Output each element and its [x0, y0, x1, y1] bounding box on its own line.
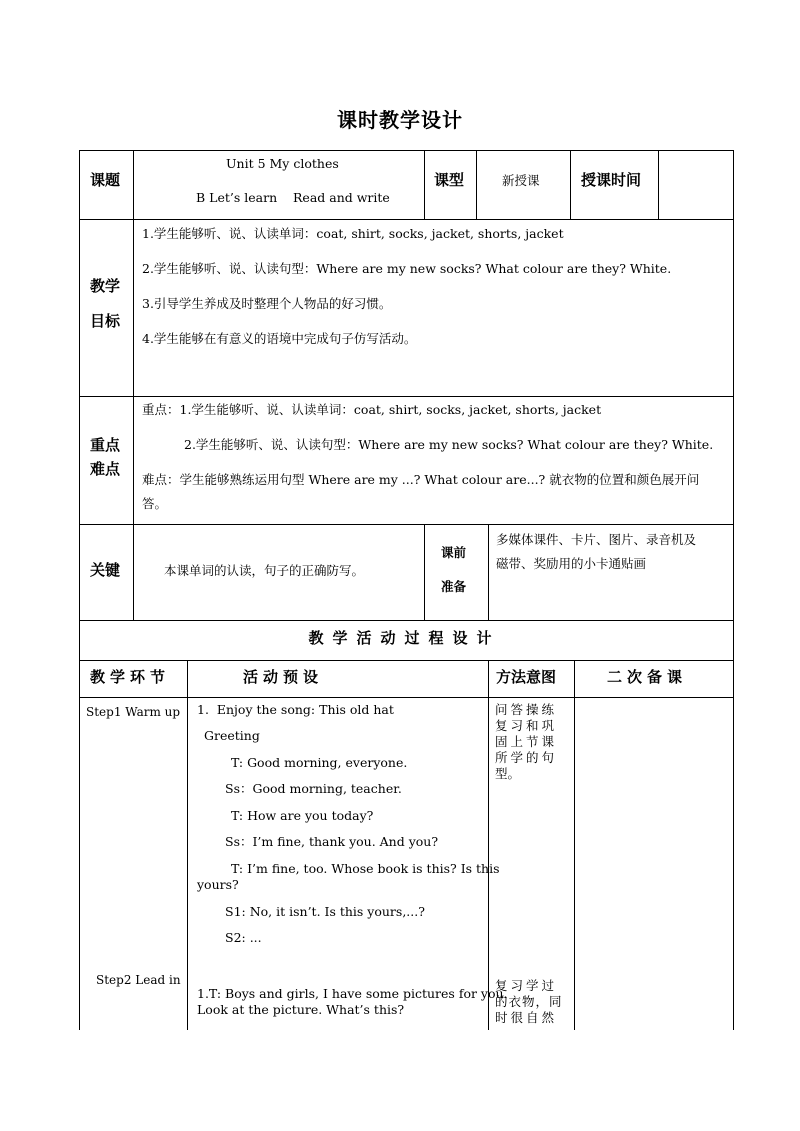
lesson-type-value: 新授课: [502, 173, 540, 188]
activity-line: T: Good morning, everyone.: [231, 755, 408, 770]
topic-line-2: B Let’s learn Read and write: [196, 190, 390, 205]
keypoint-line: 重点：1.学生能够听、说、认读单词：coat, shirt, socks, jacket, shorts, jacket: [142, 402, 602, 417]
difficulty-line: 答。: [142, 496, 168, 511]
method-line: 问答操练: [495, 702, 558, 717]
lesson-type-label: 课型: [434, 171, 465, 189]
lesson-time-label: 授课时间: [581, 171, 642, 189]
method-line: 复习学过: [495, 978, 558, 993]
prep-value-1: 多媒体课件、卡片、图片、录音机及: [496, 532, 697, 547]
objective-item: 2.学生能够听、说、认读句型：Where are my new socks? What colour are they? White.: [142, 261, 672, 276]
objective-item: 1.学生能够听、说、认读单词：coat, shirt, socks, jacket, shorts, jacket: [142, 226, 564, 241]
keypoints-label-2: 难点: [90, 460, 121, 478]
activity-line: yours?: [197, 877, 239, 892]
keypoint-line: 2.学生能够听、说、认读句型：Where are my new socks? What colour are they? White.: [184, 437, 714, 452]
activity-line: S2: ...: [225, 930, 262, 945]
activity-line: 1. Enjoy the song: This old hat: [197, 702, 394, 717]
prep-label-1: 课前: [441, 545, 467, 560]
header-teaching-step: 教学环节: [90, 668, 171, 686]
step-warm-up: Step1 Warm up: [86, 705, 181, 719]
header-activity: 活动预设: [243, 668, 324, 686]
step-lead-in: Step2 Lead in: [96, 973, 181, 987]
topic-label: 课题: [90, 171, 121, 189]
header-method: 方法意图: [496, 668, 557, 686]
method-line: 的衣物，同: [495, 994, 563, 1009]
activity-line: Look at the picture. What’s this?: [197, 1002, 405, 1017]
activity-line: T: How are you today?: [231, 808, 374, 823]
objective-item: 3.引导学生养成及时整理个人物品的好习惯。: [142, 296, 392, 311]
method-line: 复习和巩: [495, 718, 558, 733]
activity-line: Ss：I’m fine, thank you. And you?: [225, 834, 439, 849]
topic-line-1: Unit 5 My clothes: [226, 156, 339, 171]
objective-item: 4.学生能够在有意义的语境中完成句子仿写活动。: [142, 331, 417, 346]
activity-line: 1.T: Boys and girls, I have some pictures for you.: [197, 986, 508, 1001]
method-line: 时很自然: [495, 1010, 558, 1025]
activity-line: S1: No, it isn’t. Is this yours,...?: [225, 904, 425, 919]
objectives-label-1: 教学: [90, 277, 121, 295]
keypoints-label-1: 重点: [90, 436, 121, 454]
header-second-prep: 二次备课: [607, 668, 688, 686]
method-line: 型。: [495, 766, 521, 781]
method-line: 所学的句: [495, 750, 558, 765]
key-value: 本课单词的认读，句子的正确防写。: [164, 563, 365, 578]
prep-value-2: 磁带、奖励用的小卡通贴画: [496, 556, 647, 571]
page-title: 课时教学设计: [337, 108, 463, 132]
activity-line: T: I’m fine, too. Whose book is this? Is this: [231, 861, 500, 876]
key-label: 关键: [90, 561, 121, 579]
prep-label-2: 准备: [441, 579, 467, 594]
activity-line: Greeting: [204, 728, 260, 743]
activity-line: Ss：Good morning, teacher.: [225, 781, 402, 796]
objectives-label-2: 目标: [90, 312, 121, 330]
method-line: 固上节课: [495, 734, 558, 749]
difficulty-line: 难点：学生能够熟练运用句型 Where are my ...? What colour are...? 就衣物的位置和颜色展开问: [142, 472, 700, 487]
process-title: 教学活动过程设计: [308, 629, 501, 647]
